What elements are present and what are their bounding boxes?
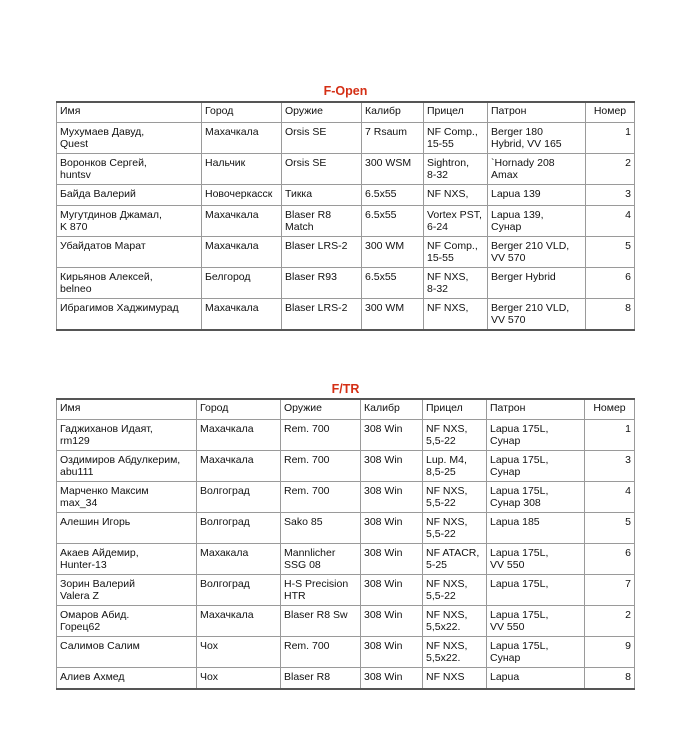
- column-header: Патрон: [487, 399, 585, 419]
- cell-ammo: Lapua 175L, Сунар: [487, 419, 585, 450]
- section-title-f-open: F-Open: [323, 84, 368, 98]
- cell-ammo: Lapua 175L, VV 550: [487, 605, 585, 636]
- column-header: Номер: [586, 102, 635, 122]
- cell-weapon: Rem. 700: [281, 481, 361, 512]
- table-header-row: [57, 399, 635, 419]
- cell-scope: NF Comp., 15-55: [424, 122, 488, 153]
- cell-caliber: 308 Win: [361, 481, 423, 512]
- cell-scope: NF NXS, 5,5-22: [423, 419, 487, 450]
- cell-scope: NF NXS: [423, 667, 487, 689]
- cell-number: 5: [586, 236, 635, 267]
- cell-ammo: Lapua 175L,: [487, 574, 585, 605]
- cell-city: Махачкала: [202, 298, 282, 330]
- cell-scope: Sightron, 8-32: [424, 153, 488, 184]
- cell-weapon: Mannlicher SSG 08: [281, 543, 361, 574]
- table-row: [57, 298, 635, 330]
- cell-scope: NF NXS, 5,5x22.: [423, 636, 487, 667]
- cell-scope: NF ATACR, 5-25: [423, 543, 487, 574]
- cell-ammo: Lapua 175L, Сунар 308: [487, 481, 585, 512]
- cell-number: 6: [586, 267, 635, 298]
- cell-city: Махачкала: [197, 605, 281, 636]
- table-row: [57, 267, 635, 298]
- cell-ammo: Berger 210 VLD, VV 570: [488, 236, 586, 267]
- column-header: Калибр: [361, 399, 423, 419]
- cell-weapon: Тикка: [282, 184, 362, 205]
- column-header: Город: [202, 102, 282, 122]
- section-title-f-tr: F/TR: [331, 382, 360, 396]
- cell-name: Гаджиханов Идаят, rm129: [57, 419, 197, 450]
- cell-ammo: Lapua 175L, Сунар: [487, 636, 585, 667]
- cell-name: Воронков Сергей, huntsv: [57, 153, 202, 184]
- cell-name: Мухумаев Давуд, Quest: [57, 122, 202, 153]
- table-row: [57, 481, 635, 512]
- column-header: Имя: [57, 102, 202, 122]
- cell-caliber: 308 Win: [361, 543, 423, 574]
- cell-ammo: Lapua 175L, VV 550: [487, 543, 585, 574]
- cell-city: Чох: [197, 636, 281, 667]
- cell-ammo: Lapua: [487, 667, 585, 689]
- cell-city: Чох: [197, 667, 281, 689]
- cell-caliber: 308 Win: [361, 419, 423, 450]
- table-row: [57, 184, 635, 205]
- cell-name: Мугутдинов Джамал, K 870: [57, 205, 202, 236]
- table-row: [57, 512, 635, 543]
- table-row: [57, 605, 635, 636]
- cell-number: 6: [585, 543, 635, 574]
- cell-city: Нальчик: [202, 153, 282, 184]
- table-row: [57, 667, 635, 689]
- cell-scope: Lup. M4, 8,5-25: [423, 450, 487, 481]
- table-row: [57, 574, 635, 605]
- column-header: Оружие: [281, 399, 361, 419]
- cell-caliber: 308 Win: [361, 450, 423, 481]
- cell-number: 5: [585, 512, 635, 543]
- column-header: Патрон: [488, 102, 586, 122]
- cell-number: 3: [586, 184, 635, 205]
- cell-scope: NF NXS, 5,5-22: [423, 512, 487, 543]
- cell-caliber: 6.5x55: [362, 184, 424, 205]
- cell-caliber: 308 Win: [361, 574, 423, 605]
- column-header: Калибр: [362, 102, 424, 122]
- cell-number: 1: [585, 419, 635, 450]
- cell-name: Салимов Салим: [57, 636, 197, 667]
- cell-weapon: Orsis SE: [282, 122, 362, 153]
- cell-number: 4: [586, 205, 635, 236]
- cell-weapon: Sako 85: [281, 512, 361, 543]
- cell-city: Волгоград: [197, 481, 281, 512]
- cell-name: Акаев Айдемир, Hunter-13: [57, 543, 197, 574]
- cell-caliber: 308 Win: [361, 636, 423, 667]
- cell-city: Белгород: [202, 267, 282, 298]
- table-row: [57, 236, 635, 267]
- table-row: [57, 122, 635, 153]
- cell-ammo: Berger 180 Hybrid, VV 165: [488, 122, 586, 153]
- cell-weapon: Blaser LRS-2: [282, 298, 362, 330]
- f-tr-table: [56, 398, 635, 690]
- cell-name: Алиев Ахмед: [57, 667, 197, 689]
- cell-ammo: `Hornady 208 Amax: [488, 153, 586, 184]
- cell-city: Махачкала: [202, 236, 282, 267]
- table-row: [57, 419, 635, 450]
- cell-number: 4: [585, 481, 635, 512]
- cell-scope: NF Comp., 15-55: [424, 236, 488, 267]
- cell-weapon: Blaser LRS-2: [282, 236, 362, 267]
- cell-caliber: 300 WM: [362, 236, 424, 267]
- cell-scope: NF NXS,: [424, 298, 488, 330]
- cell-weapon: H-S Precision HTR: [281, 574, 361, 605]
- cell-weapon: Blaser R93: [282, 267, 362, 298]
- table-row: [57, 450, 635, 481]
- cell-city: Новочеркасск: [202, 184, 282, 205]
- cell-caliber: 308 Win: [361, 667, 423, 689]
- table-row: [57, 153, 635, 184]
- cell-name: Убайдатов Марат: [57, 236, 202, 267]
- cell-number: 7: [585, 574, 635, 605]
- cell-ammo: Lapua 175L, Сунар: [487, 450, 585, 481]
- f-open-table: [56, 101, 635, 331]
- cell-number: 1: [586, 122, 635, 153]
- cell-caliber: 7 Rsaum: [362, 122, 424, 153]
- column-header: Прицел: [424, 102, 488, 122]
- cell-name: Кирьянов Алексей, belneo: [57, 267, 202, 298]
- cell-ammo: Lapua 139: [488, 184, 586, 205]
- cell-caliber: 300 WSM: [362, 153, 424, 184]
- cell-city: Махачкала: [197, 450, 281, 481]
- cell-weapon: Blaser R8 Match: [282, 205, 362, 236]
- cell-ammo: Lapua 185: [487, 512, 585, 543]
- cell-weapon: Blaser R8: [281, 667, 361, 689]
- table-header-row: [57, 102, 635, 122]
- column-header: Номер: [585, 399, 635, 419]
- cell-city: Волгоград: [197, 512, 281, 543]
- cell-city: Волгоград: [197, 574, 281, 605]
- column-header: Оружие: [282, 102, 362, 122]
- table-row: [57, 636, 635, 667]
- cell-number: 2: [585, 605, 635, 636]
- cell-weapon: Rem. 700: [281, 419, 361, 450]
- cell-weapon: Orsis SE: [282, 153, 362, 184]
- cell-number: 9: [585, 636, 635, 667]
- cell-caliber: 6.5x55: [362, 267, 424, 298]
- cell-city: Махачкала: [197, 419, 281, 450]
- cell-name: Байда Валерий: [57, 184, 202, 205]
- cell-number: 8: [586, 298, 635, 330]
- cell-name: Алешин Игорь: [57, 512, 197, 543]
- cell-number: 2: [586, 153, 635, 184]
- cell-caliber: 308 Win: [361, 605, 423, 636]
- cell-city: Махачкала: [202, 205, 282, 236]
- cell-name: Ибрагимов Хаджимурад: [57, 298, 202, 330]
- cell-caliber: 6.5x55: [362, 205, 424, 236]
- cell-name: Марченко Максим max_34: [57, 481, 197, 512]
- cell-city: Махачкала: [202, 122, 282, 153]
- cell-scope: NF NXS, 8-32: [424, 267, 488, 298]
- cell-scope: NF NXS, 5,5-22: [423, 574, 487, 605]
- table-row: [57, 543, 635, 574]
- column-header: Город: [197, 399, 281, 419]
- cell-number: 8: [585, 667, 635, 689]
- cell-caliber: 308 Win: [361, 512, 423, 543]
- cell-scope: NF NXS, 5,5-22: [423, 481, 487, 512]
- cell-scope: Vortex PST, 6-24: [424, 205, 488, 236]
- cell-ammo: Berger 210 VLD, VV 570: [488, 298, 586, 330]
- cell-caliber: 300 WM: [362, 298, 424, 330]
- column-header: Имя: [57, 399, 197, 419]
- cell-name: Омаров Абид. Горец62: [57, 605, 197, 636]
- cell-city: Махакала: [197, 543, 281, 574]
- cell-scope: NF NXS, 5,5x22.: [423, 605, 487, 636]
- column-header: Прицел: [423, 399, 487, 419]
- cell-number: 3: [585, 450, 635, 481]
- cell-weapon: Blaser R8 Sw: [281, 605, 361, 636]
- table-row: [57, 205, 635, 236]
- cell-scope: NF NXS,: [424, 184, 488, 205]
- cell-weapon: Rem. 700: [281, 450, 361, 481]
- cell-ammo: Berger Hybrid: [488, 267, 586, 298]
- cell-ammo: Lapua 139, Сунар: [488, 205, 586, 236]
- cell-name: Зорин Валерий Valera Z: [57, 574, 197, 605]
- cell-name: Оздимиров Абдулкерим, abu111: [57, 450, 197, 481]
- cell-weapon: Rem. 700: [281, 636, 361, 667]
